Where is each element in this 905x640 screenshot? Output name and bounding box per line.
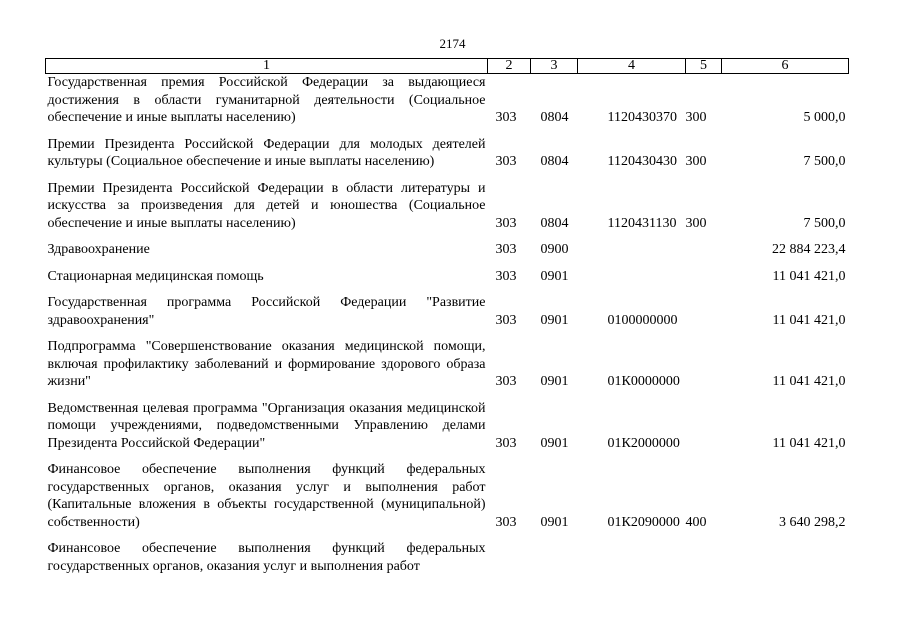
row-col-3: 0804 <box>540 215 569 231</box>
row-col-5 <box>686 241 722 259</box>
row-name: Ведомственная целевая программа "Организация оказания медицинской помощи учреждениями, подведомственными Управлению делами Президента Российской Федерации" <box>47 400 486 451</box>
row-col-3: 0901 <box>540 374 569 389</box>
row-col-2: 303 <box>495 154 517 169</box>
row-name: Финансовое обеспечение выполнения функций федеральных государственных органов, оказания услуг и выполнения работ (Капитальные вложения в объекты государственной (муниципальной) собственности) <box>47 462 486 530</box>
row-name: Государственная премия Российской Федерации за выдающиеся достижения в области гуманитарной деятельности (Социальное обеспечение и иные выплаты населению) <box>47 75 486 125</box>
row-col-4: 01К0000000 <box>607 374 680 389</box>
row-col-5 <box>686 294 722 329</box>
row-name: Здравоохранение <box>47 242 150 257</box>
budget-table <box>45 58 849 575</box>
column-header-1: 1 <box>46 59 488 74</box>
column-header-4: 4 <box>578 59 686 74</box>
row-name: Стационарная медицинская помощь <box>47 268 264 284</box>
row-col-3: 0901 <box>540 435 569 451</box>
row-name: Финансовое обеспечение выполнения функций федеральных государственных органов, оказания услуг и выполнения работ <box>47 541 486 574</box>
row-col-5: 300 <box>685 154 707 169</box>
row-col-5 <box>686 400 722 453</box>
row-col-3: 0901 <box>540 312 569 328</box>
row-amount: 7 500,0 <box>803 215 846 231</box>
row-amount: 7 500,0 <box>803 154 846 169</box>
row-col-4 <box>578 268 686 286</box>
row-col-5: 400 <box>685 514 707 530</box>
row-col-4: 0100000000 <box>607 312 678 328</box>
header-row <box>46 59 849 74</box>
row-col-2 <box>488 540 531 575</box>
row-name: Государственная программа Российской Федерации "Развитие здравоохранения" <box>47 295 486 328</box>
row-col-5 <box>686 338 722 391</box>
row-amount: 5 000,0 <box>803 110 846 125</box>
column-header-5: 5 <box>686 59 722 74</box>
page-number: 2174 <box>439 36 466 51</box>
row-col-4: 1120430370 <box>607 110 677 125</box>
row-col-4: 1120431130 <box>607 215 677 231</box>
row-amount: 11 041 421,0 <box>772 312 846 328</box>
row-col-4: 1120430430 <box>607 154 677 169</box>
row-col-2: 303 <box>495 268 517 284</box>
row-col-2: 303 <box>495 312 517 328</box>
table-row <box>46 180 849 233</box>
table-row <box>46 461 849 531</box>
row-col-3: 0804 <box>540 154 569 169</box>
row-col-3 <box>531 540 578 575</box>
row-col-2: 303 <box>495 514 517 530</box>
row-name: Подпрограмма "Совершенствование оказания медицинской помощи, включая профилактику заболеваний и формирование здорового образа жизни" <box>47 339 486 389</box>
table-row <box>46 241 849 259</box>
table-row <box>46 74 849 127</box>
table-row <box>46 136 849 171</box>
row-col-5: 300 <box>685 215 707 231</box>
row-amount: 22 884 223,4 <box>772 242 846 257</box>
row-col-2: 303 <box>495 110 517 125</box>
row-col-4 <box>578 241 686 259</box>
row-col-4: 01К2000000 <box>607 435 680 451</box>
row-col-2: 303 <box>495 435 517 451</box>
table-row <box>46 268 849 286</box>
row-col-3: 0804 <box>540 110 569 125</box>
row-col-3: 0901 <box>540 514 569 530</box>
column-header-6: 6 <box>722 59 849 74</box>
row-col-4 <box>578 540 686 575</box>
row-col-3: 0901 <box>540 268 569 284</box>
row-amount <box>722 540 849 575</box>
row-amount: 3 640 298,2 <box>779 514 846 530</box>
table-row <box>46 294 849 329</box>
row-col-5 <box>686 540 722 575</box>
row-name: Премии Президента Российской Федерации для молодых деятелей культуры (Социальное обеспечение и иные выплаты населению) <box>47 136 486 169</box>
row-col-4: 01К2090000 <box>607 514 680 530</box>
row-col-2: 303 <box>495 215 517 231</box>
row-amount: 11 041 421,0 <box>772 374 846 389</box>
row-name: Премии Президента Российской Федерации в области литературы и искусства за произведения для детей и юношества (Социальное обеспечение и иные выплаты населению) <box>47 180 486 231</box>
row-col-5: 300 <box>685 110 707 125</box>
row-col-3: 0900 <box>540 242 569 257</box>
table-row <box>46 540 849 575</box>
column-header-3: 3 <box>531 59 578 74</box>
table-row <box>46 338 849 391</box>
row-col-5 <box>686 268 722 286</box>
row-col-2: 303 <box>495 374 517 389</box>
row-amount: 11 041 421,0 <box>772 435 846 451</box>
row-col-2: 303 <box>495 242 517 257</box>
table-row <box>46 400 849 453</box>
row-amount: 11 041 421,0 <box>772 268 846 284</box>
column-header-2: 2 <box>488 59 531 74</box>
